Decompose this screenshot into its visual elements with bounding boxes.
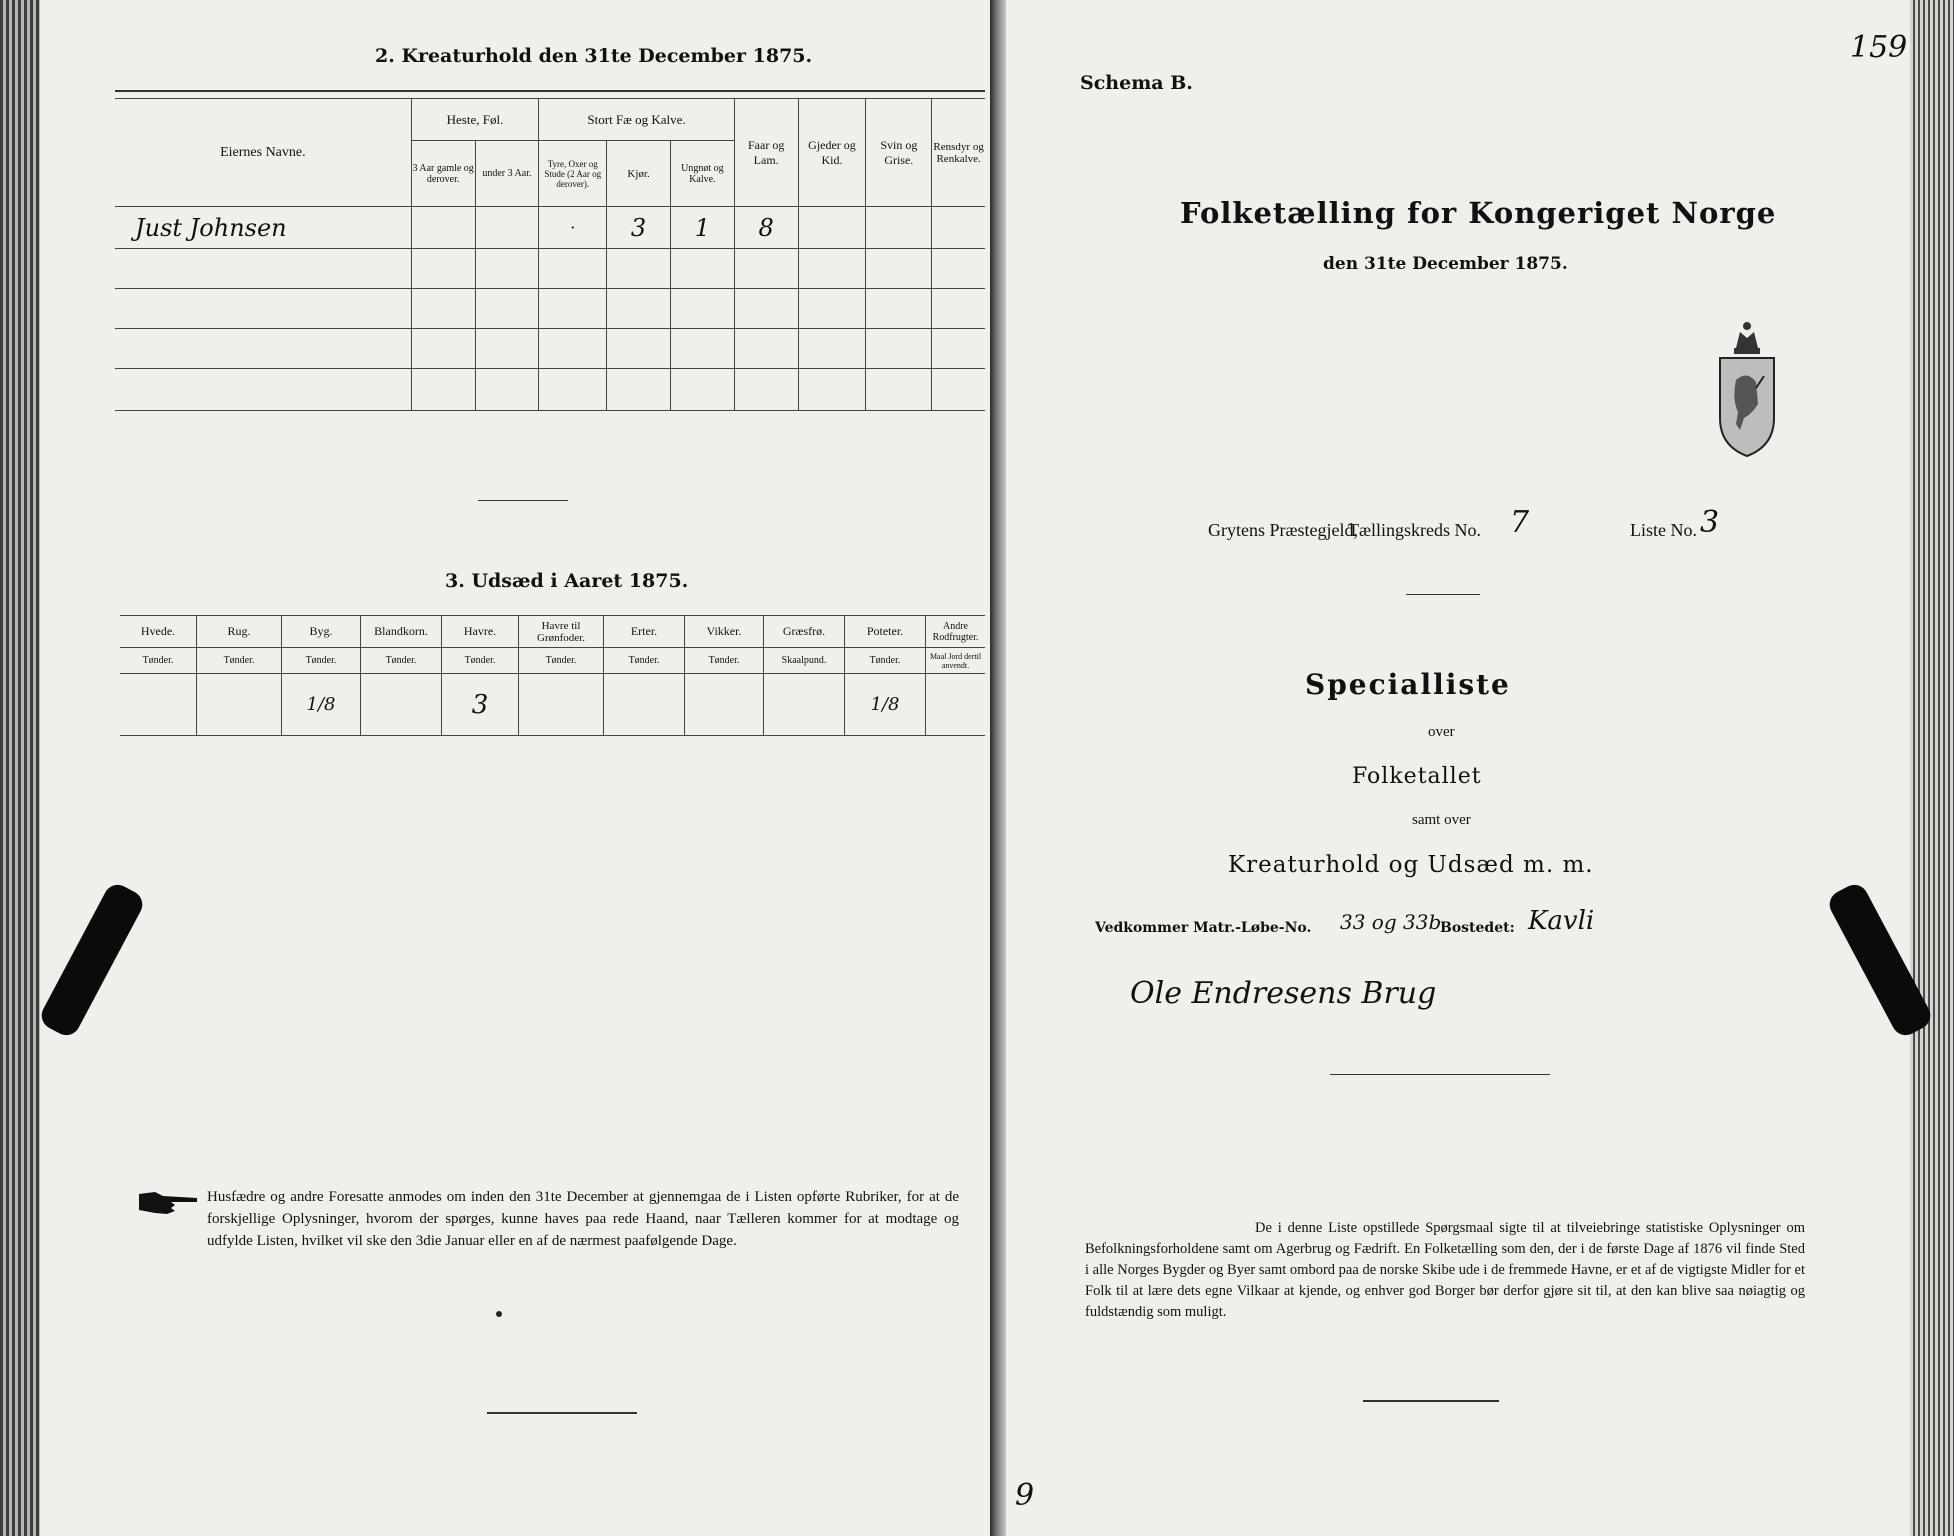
bulls-cell: · [539, 207, 607, 249]
owner-cell: Just Johnsen [115, 207, 411, 249]
notice-text: Husfædre og andre Foresatte anmodes om inden den 31te December at gjennemgaa de i Listen opførte Rubriker, for at de forskjellige Oplysninger, hvorom der spørges, kunne haves paa rede Haand, naar Tælleren kommer for at modtage og udfylde Listen, hvilket vil ske den 3die Januar eller en af de nærmest paafølgende Dage. [207, 1189, 959, 1249]
crop-wheat: Hvede. [120, 616, 197, 648]
crop-barley: Byg. [282, 616, 361, 648]
col-goats: Gjeder og Kid. [798, 99, 866, 207]
kreatur-label: Kreaturhold og Udsæd m. m. [1228, 852, 1594, 878]
unit-label: Tønder. [120, 648, 197, 674]
barley-cell: 1/8 [282, 674, 361, 736]
young-cattle-cell: 1 [670, 207, 734, 249]
cell [519, 674, 604, 736]
unit-label: Skaalpund. [764, 648, 845, 674]
rule [1330, 1074, 1550, 1075]
col-bulls: Tyre, Oxer og Stude (2 Aar og derover). [539, 141, 607, 207]
crop-mixed-grain: Blandkorn. [361, 616, 442, 648]
col-reindeer: Rensdyr og Renkalve. [932, 99, 985, 207]
matr-number: 33 og 33b [1340, 910, 1442, 934]
samt-over-label: samt over [1412, 812, 1471, 828]
unit-label: Tønder. [282, 648, 361, 674]
potatoes-cell: 1/8 [845, 674, 926, 736]
sowing-table [120, 615, 985, 736]
cell [361, 674, 442, 736]
cell [475, 207, 539, 249]
list-label: Liste No. [1630, 520, 1697, 540]
owner-header: Eiernes Navne. [115, 99, 411, 207]
cell [411, 207, 475, 249]
cell [866, 207, 932, 249]
bosted-value: Kavli [1528, 906, 1595, 936]
book-gutter [990, 0, 1006, 1536]
col-pigs: Svin og Grise. [866, 99, 932, 207]
section3-title: 3. Udsæd i Aaret 1875. [445, 570, 689, 592]
oats-cell: 3 [442, 674, 519, 736]
book-edge-right [1910, 0, 1954, 1536]
page-number: 159 [1850, 30, 1908, 65]
bottom-rule [1363, 1400, 1499, 1402]
unit-label: Maal Jord dertil anvendt. [926, 648, 986, 674]
col-young-cattle: Ungnøt og Kalve. [670, 141, 734, 207]
district-number: 7 [1510, 505, 1530, 540]
main-title: Folketælling for Kongeriget Norge [1180, 196, 1777, 230]
district-label: Tællingskreds No. [1348, 520, 1481, 540]
unit-label: Tønder. [685, 648, 764, 674]
unit-label: Tønder. [197, 648, 282, 674]
short-rule [478, 500, 568, 501]
crop-rye: Rug. [197, 616, 282, 648]
section2-title: 2. Kreaturhold den 31te December 1875. [375, 45, 813, 67]
pointing-hand-icon [137, 1186, 199, 1216]
owner-handwritten: Ole Endresens Brug [1130, 976, 1437, 1011]
cell [926, 674, 986, 736]
special-title: Specialliste [1305, 668, 1511, 701]
unit-label: Tønder. [361, 648, 442, 674]
group-cattle: Stort Fæ og Kalve. [539, 99, 734, 141]
crop-oats: Havre. [442, 616, 519, 648]
crop-potatoes: Poteter. [845, 616, 926, 648]
livestock-table [115, 98, 985, 411]
col-horses-under3: under 3 Aar. [475, 141, 539, 207]
schema-label: Schema B. [1080, 72, 1193, 94]
bottom-rule [487, 1412, 637, 1414]
census-date: den 31te December 1875. [1323, 254, 1568, 274]
group-horses: Heste, Føl. [411, 99, 539, 141]
ink-dot [496, 1311, 502, 1317]
cell [604, 674, 685, 736]
bottom-mark: 9 [1015, 1478, 1035, 1513]
unit-label: Tønder. [519, 648, 604, 674]
cell [197, 674, 282, 736]
cows-cell: 3 [607, 207, 671, 249]
bosted-label: Bostedet: [1440, 920, 1515, 936]
col-cows: Kjør. [607, 141, 671, 207]
crop-grass-seed: Græsfrø. [764, 616, 845, 648]
parish-label: Grytens Præstegjeld, [1208, 520, 1358, 540]
unit-label: Tønder. [845, 648, 926, 674]
crop-green-oats: Havre til Grønfoder. [519, 616, 604, 648]
list-number: 3 [1700, 505, 1720, 540]
crop-vetch: Vikker. [685, 616, 764, 648]
col-horses-3y: 3 Aar gamle og derover. [411, 141, 475, 207]
cell [120, 674, 197, 736]
folketallet-label: Folketallet [1352, 764, 1482, 789]
crop-peas: Erter. [604, 616, 685, 648]
cell [798, 207, 866, 249]
unit-label: Tønder. [442, 648, 519, 674]
cell [764, 674, 845, 736]
crop-other-roots: Andre Rodfrugter. [926, 616, 986, 648]
short-rule [1406, 594, 1480, 595]
coat-of-arms-icon [1712, 318, 1782, 460]
over-label: over [1428, 724, 1455, 740]
col-sheep: Faar og Lam. [734, 99, 798, 207]
cell [932, 207, 985, 249]
cell [685, 674, 764, 736]
sheep-cell: 8 [734, 207, 798, 249]
matr-label: Vedkommer Matr.-Løbe-No. [1095, 920, 1312, 936]
divider [115, 90, 985, 92]
info-text: De i denne Liste opstillede Spørgsmaal sigte til at tilveiebringe statistiske Oplysninger om Befolkningsforholdene samt om Agerbrug og Fædrift. En Folketælling som den, der i de første Dage af 1876 vil finde Sted i alle Norges Bygder og Byer samt ombord paa de norske Skibe ude i de fremmede Havne, er et af de vigtigste Midler for et Folk til at lære dets egne Vilkaar at kjende, og enhver god Borger bør derfor gjøre sit til, at den kan blive saa nøiagtig og fuldstændig som muligt. [1085, 1220, 1805, 1320]
unit-label: Tønder. [604, 648, 685, 674]
